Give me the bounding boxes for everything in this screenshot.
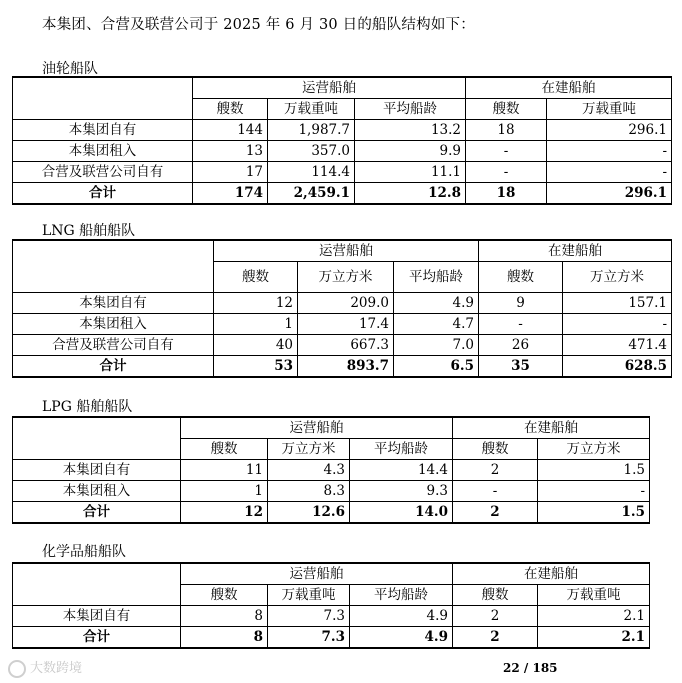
header-blank [13, 563, 181, 606]
cell: - [453, 481, 538, 502]
page-footer [503, 661, 558, 675]
cell: 8 [181, 606, 268, 627]
header-blank [13, 77, 193, 120]
cell: 9.3 [350, 481, 453, 502]
group-header-building: 在建船舶 [466, 77, 672, 99]
cell: 2.1 [538, 606, 650, 627]
cell: 53 [214, 356, 298, 378]
watermark-logo-icon [8, 660, 26, 678]
cell: 1.5 [538, 460, 650, 481]
cell: 14.4 [350, 460, 453, 481]
cell: - [547, 141, 672, 162]
cell: 628.5 [563, 356, 672, 378]
table-row [13, 141, 672, 162]
group-header-operating: 运营船舶 [214, 240, 479, 262]
row-label: 合营及联营公司自有 [13, 162, 193, 183]
column-header: 艘数 [453, 585, 538, 606]
column-header: 艘数 [453, 439, 538, 460]
column-header: 艘数 [181, 585, 268, 606]
chemical-fleet-table [12, 562, 650, 649]
cell: 17 [193, 162, 268, 183]
table-row [13, 460, 650, 481]
total-row [13, 183, 672, 205]
cell: 7.3 [268, 627, 350, 649]
cell: 13 [193, 141, 268, 162]
cell: 157.1 [563, 293, 672, 314]
table-row [13, 335, 672, 356]
group-header-building: 在建船舶 [479, 240, 672, 262]
cell: 4.9 [350, 606, 453, 627]
cell: 2 [453, 460, 538, 481]
table-row [13, 481, 650, 502]
row-label: 合营及联营公司自有 [13, 335, 214, 356]
page-separator: / [523, 661, 529, 675]
cell: 296.1 [547, 183, 672, 205]
cell: 7.3 [268, 606, 350, 627]
header-blank [13, 417, 181, 460]
cell: 114.4 [268, 162, 355, 183]
group-header-building: 在建船舶 [453, 563, 650, 585]
section-title-lpg: LPG 船舶船队 [42, 399, 133, 415]
cell: 209.0 [298, 293, 394, 314]
cell: 26 [479, 335, 563, 356]
group-header-operating: 运营船舶 [193, 77, 466, 99]
column-header: 平均船龄 [394, 262, 479, 293]
cell: 13.2 [355, 120, 466, 141]
cell: 1.5 [538, 502, 650, 524]
cell: - [547, 162, 672, 183]
column-header: 万立方米 [298, 262, 394, 293]
cell: 7.0 [394, 335, 479, 356]
row-label: 本集团租入 [13, 481, 181, 502]
total-row [13, 502, 650, 524]
cell: 667.3 [298, 335, 394, 356]
column-header: 平均船龄 [350, 439, 453, 460]
cell: 18 [466, 183, 547, 205]
column-header: 艘数 [214, 262, 298, 293]
cell: 12 [181, 502, 268, 524]
column-header: 万立方米 [538, 439, 650, 460]
cell: 471.4 [563, 335, 672, 356]
cell: 14.0 [350, 502, 453, 524]
cell: 4.9 [350, 627, 453, 649]
column-header: 艘数 [181, 439, 268, 460]
tanker-fleet-table [12, 76, 672, 205]
cell: 893.7 [298, 356, 394, 378]
cell: 2 [453, 627, 538, 649]
cell: 2 [453, 502, 538, 524]
cell: - [466, 162, 547, 183]
section-title-tanker: 油轮船队 [42, 61, 98, 77]
cell: 357.0 [268, 141, 355, 162]
cell: 1 [181, 481, 268, 502]
row-label: 本集团租入 [13, 314, 214, 335]
cell: 4.3 [268, 460, 350, 481]
watermark [8, 657, 82, 678]
row-label: 本集团租入 [13, 141, 193, 162]
total-row [13, 356, 672, 378]
column-header: 万载重吨 [268, 585, 350, 606]
lng-fleet-table [12, 239, 672, 378]
column-header: 万载重吨 [538, 585, 650, 606]
column-header: 万立方米 [268, 439, 350, 460]
cell: 12.8 [355, 183, 466, 205]
cell: 2,459.1 [268, 183, 355, 205]
column-header: 万载重吨 [268, 99, 355, 120]
column-header: 艘数 [479, 262, 563, 293]
table-row [13, 293, 672, 314]
header-blank [13, 240, 214, 293]
cell: 9.9 [355, 141, 466, 162]
watermark-text: 大数跨境 [30, 661, 83, 676]
cell: - [563, 314, 672, 335]
cell: 11 [181, 460, 268, 481]
cell: 4.9 [394, 293, 479, 314]
cell: 11.1 [355, 162, 466, 183]
cell: - [479, 314, 563, 335]
column-header: 万立方米 [563, 262, 672, 293]
page-total: 185 [532, 661, 558, 675]
column-header: 平均船龄 [355, 99, 466, 120]
row-label: 合计 [13, 183, 193, 205]
cell: 8.3 [268, 481, 350, 502]
row-label: 合计 [13, 627, 181, 649]
table-row [13, 606, 650, 627]
table-row [13, 162, 672, 183]
row-label: 合计 [13, 356, 214, 378]
cell: 144 [193, 120, 268, 141]
cell: 6.5 [394, 356, 479, 378]
group-header-operating: 运营船舶 [181, 417, 453, 439]
cell: 174 [193, 183, 268, 205]
cell: 12 [214, 293, 298, 314]
cell: 35 [479, 356, 563, 378]
group-header-operating: 运营船舶 [181, 563, 453, 585]
cell: 4.7 [394, 314, 479, 335]
total-row [13, 627, 650, 649]
cell: 17.4 [298, 314, 394, 335]
cell: - [466, 141, 547, 162]
column-header: 艘数 [466, 99, 547, 120]
cell: 12.6 [268, 502, 350, 524]
column-header: 艘数 [193, 99, 268, 120]
column-header: 万载重吨 [547, 99, 672, 120]
cell: 296.1 [547, 120, 672, 141]
cell: 2.1 [538, 627, 650, 649]
row-label: 本集团自有 [13, 293, 214, 314]
cell: 18 [466, 120, 547, 141]
row-label: 本集团自有 [13, 120, 193, 141]
table-row [13, 120, 672, 141]
cell: 8 [181, 627, 268, 649]
intro-text: 本集团、合营及联营公司于 2025 年 6 月 30 日的船队结构如下： [42, 17, 475, 33]
lpg-fleet-table [12, 416, 650, 524]
section-title-chemical: 化学品船船队 [42, 544, 126, 560]
cell: 1 [214, 314, 298, 335]
column-header: 平均船龄 [350, 585, 453, 606]
cell: - [538, 481, 650, 502]
cell: 2 [453, 606, 538, 627]
cell: 9 [479, 293, 563, 314]
page-number: 22 [503, 661, 520, 675]
row-label: 本集团自有 [13, 460, 181, 481]
row-label: 合计 [13, 502, 181, 524]
group-header-building: 在建船舶 [453, 417, 650, 439]
cell: 40 [214, 335, 298, 356]
row-label: 本集团自有 [13, 606, 181, 627]
table-row [13, 314, 672, 335]
cell: 1,987.7 [268, 120, 355, 141]
section-title-lng: LNG 船舶船队 [42, 223, 136, 239]
